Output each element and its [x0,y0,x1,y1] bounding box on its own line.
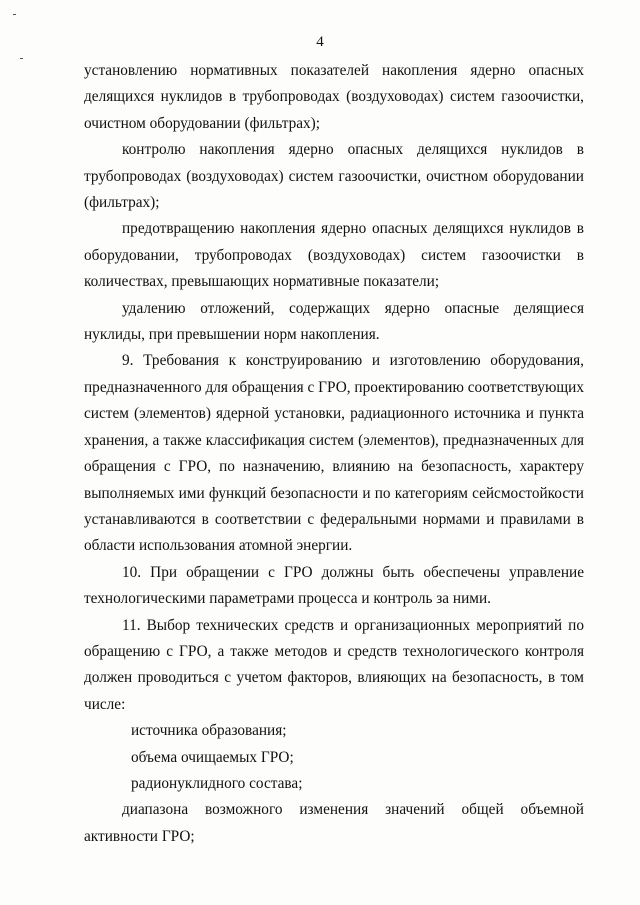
paragraph-section-11: 11. Выбор технических средств и организационных мероприятий по обращению с ГРО, а также методов и средств технологического контроля должен проводиться с учетом факторов, влияющих на безопасность, в том числе: [84,616,584,713]
paragraph: контролю накопления ядерно опасных делящихся нуклидов в трубопроводах (воздуховодах) систем газоочистки, очистном оборудовании (фильтрах); [84,141,584,212]
scan-speck [20,58,23,59]
scan-speck [13,14,16,15]
document-body [84,58,584,850]
paragraph-section-9: 9. Требования к конструированию и изготовлению оборудования, предназначенного для обращения с ГРО, проектированию соответствующих систем (элементов) ядерной установки, радиационного источника и пункта хранения, а также классификация систем (элементов), предназначенных для обращения с ГРО, по назначению, влиянию на безопасность, характеру выполняемых ими функций безопасности и по категориям сейсмостойкости устанавливаются в соответствии с федеральными нормами и правилами в области использования атомной энергии. [84,352,584,555]
paragraph: удалению отложений, содержащих ядерно опасные делящиеся нуклиды, при превышении норм накопления. [84,299,584,344]
paragraph-section-10: 10. При обращении с ГРО должны быть обеспечены управление технологическими параметрами процесса и контроль за ними. [84,563,584,608]
page-number: 4 [316,34,324,50]
paragraph-final: диапазона возможного изменения значений общей объемной активности ГРО; [84,801,584,845]
paragraph: предотвращению накопления ядерно опасных делящихся нуклидов в оборудовании, трубопроводах (воздуховодах) систем газоочистки в количествах, превышающих нормативные показатели; [84,220,584,291]
list-item: объема очищаемых ГРО; [131,748,294,766]
list-item: источника образования; [131,722,287,740]
paragraph-continuation: установлению нормативных показателей накопления ядерно опасных делящихся нуклидов в трубопроводах (воздуховодах) систем газоочистки, очистном оборудовании (фильтрах); [84,62,584,132]
list-item: радионуклидного состава; [131,774,303,792]
